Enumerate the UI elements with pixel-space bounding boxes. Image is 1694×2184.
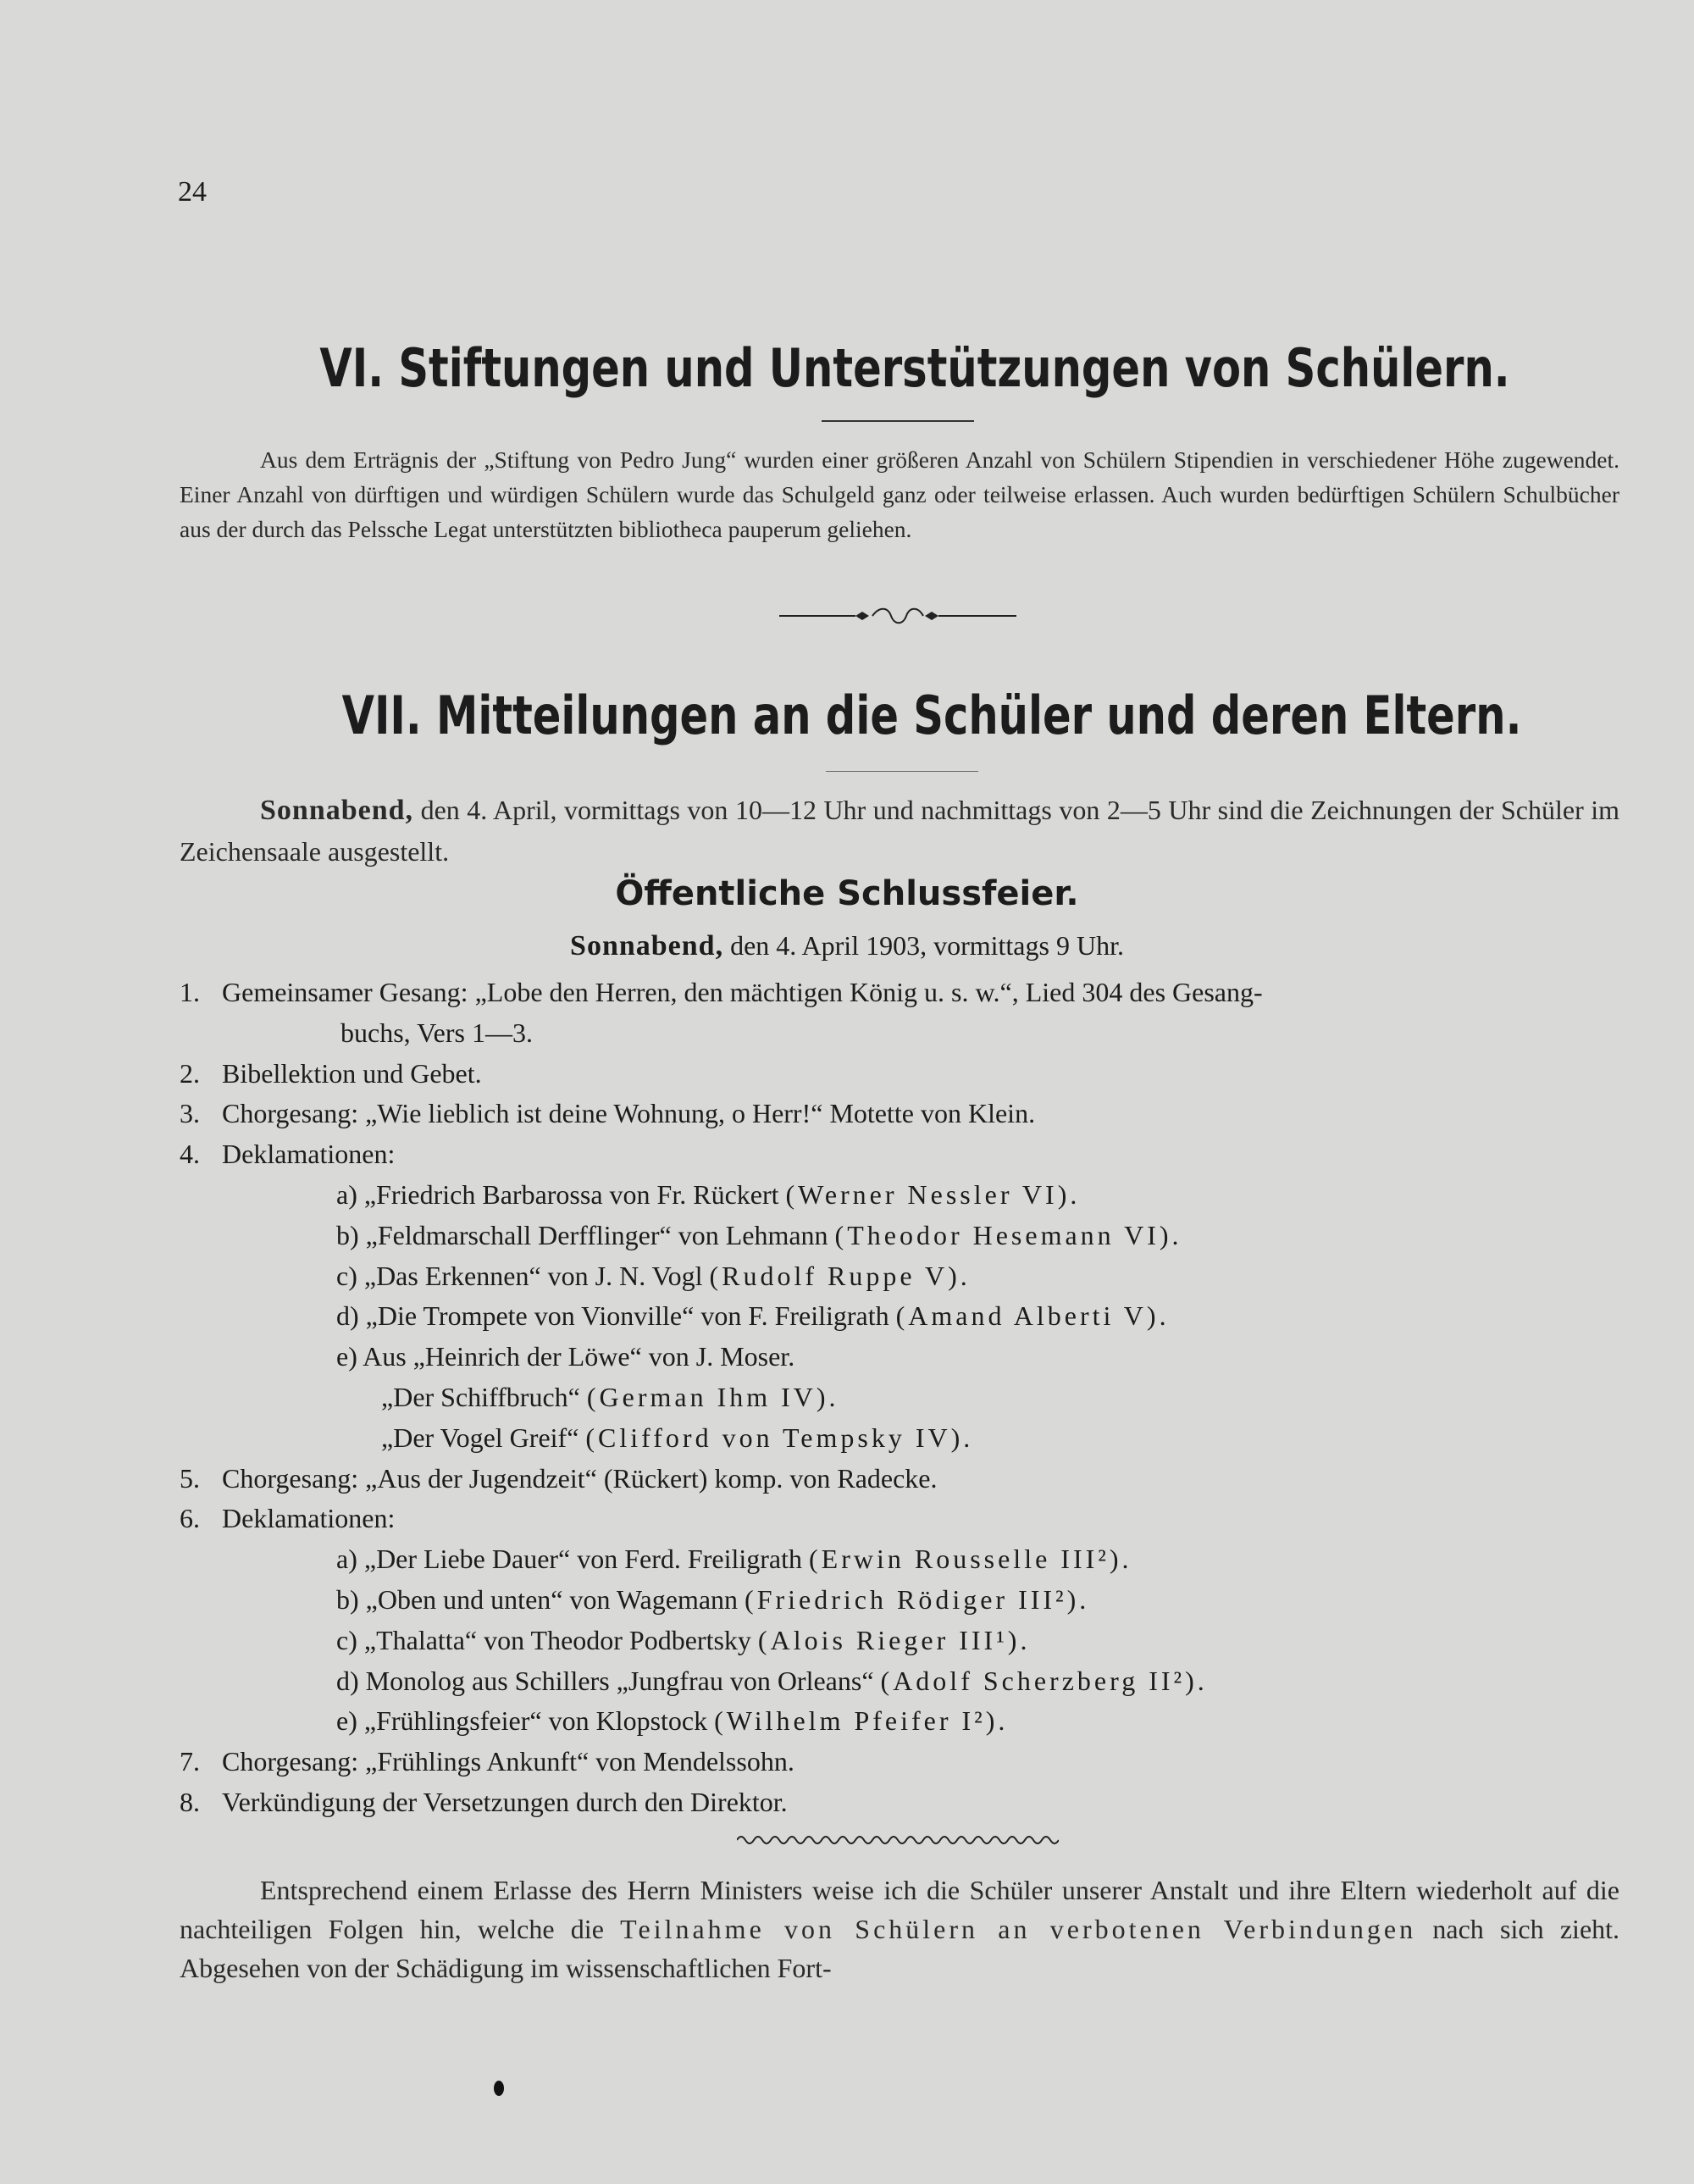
performer-name: (Erwin Rousselle III²). [808,1544,1132,1575]
exhibition-paragraph [180,790,1619,873]
exhibition-text: den 4. April, vormittags von 10—12 Uhr und nachmittags von 2—5 Uhr sind die Zeichnungen der Schüler im Zeichensaale ausgestellt. [180,795,1620,867]
item-number: 3. [180,1098,200,1129]
program-subitem [180,1216,1619,1256]
ceremony-day: Sonnabend, [570,930,724,962]
program-item [180,1094,1619,1134]
subitem-label: e) [336,1705,357,1737]
subitem-label: c) [336,1624,357,1655]
performer-name: (Werner Nessler VI). [785,1178,1081,1210]
item-number: 8. [180,1786,200,1817]
heading-rule [822,420,974,422]
program-item [180,1499,1619,1539]
subitem-text: „Das Erkennen“ von J. N. Vogl [363,1260,703,1291]
item-number: 4. [180,1139,200,1170]
closing-text-start: Entsprechend einem Erlasse des Herrn Ministers weise ich die Schüler unserer Anstalt und ihre Eltern wiederholt auf die nachteiligen Folgen hin, welche die [180,1875,1619,1944]
subitem-label: a) [336,1544,357,1575]
program-subitem [180,1539,1619,1580]
item-number: 7. [180,1746,200,1777]
performer-name: (Amand Alberti V). [895,1300,1170,1332]
item-text: Bibellektion und Gebet. [222,1057,482,1089]
item-text: Chorgesang: „Wie lieblich ist deine Wohnung, o Herr!“ Motette von Klein. [222,1098,1036,1129]
program-item-continuation: buchs, Vers 1—3. [340,1017,533,1048]
ceremony-date: den 4. April 1903, vormittags 9 Uhr. [730,930,1124,961]
performer-name: (Alois Rieger III¹). [757,1624,1031,1655]
item-text: Deklamationen: [222,1139,396,1170]
program-subitem [180,1418,1619,1459]
item-number: 2. [180,1057,200,1089]
ceremony-dateline [0,930,1694,962]
section-6-paragraph: Aus dem Erträgnis der „Stiftung von Pedro Jung“ wurden einer größeren Anzahl von Schülern Stipendien in verschiedener Höhe zugewendet. Einer Anzahl von dürftigen und würdigen Schülern wurde das Schulgeld ganz oder teilweise erlassen. Auch wurden bedürftigen Schülern Schulbücher aus der durch das Pelssche Legat unterstützten bibliotheca pauperum geliehen. [180,446,1619,542]
program-subitem [180,1661,1619,1702]
program-subitem [180,1337,1619,1377]
subitem-label: b) [336,1219,359,1250]
subitem-label: d) [336,1300,359,1332]
subitem-text: „Der Schiffbruch“ [381,1381,580,1412]
program-subitem [180,1621,1619,1661]
subitem-text: Aus „Heinrich der Löwe“ von J. Moser. [363,1341,795,1372]
program-item [180,1134,1619,1175]
section-6-heading: VI. Stiftungen und Unterstützungen von Schülern. [319,337,1510,399]
item-number: 6. [180,1503,200,1534]
section-7-heading: VII. Mitteilungen an die Schüler und deren Eltern. [341,685,1522,746]
closing-text-end: nach sich zieht. Abgesehen von der Schädigung im wissenschaftlichen Fort- [180,1914,1620,1983]
program-subitem [180,1701,1619,1742]
subitem-text: „Feldmarschall Derfflinger“ von Lehmann [365,1219,828,1250]
item-text: Deklamationen: [222,1503,396,1534]
ink-spot [494,2081,504,2096]
subitem-label: a) [336,1178,357,1210]
program-item [180,973,1619,1013]
subitem-label: b) [336,1583,359,1615]
page-number: 24 [178,176,207,208]
program-item [180,1782,1619,1823]
program-subitem [180,1377,1619,1418]
exhibition-day: Sonnabend, [260,795,414,826]
subitem-text: „Friedrich Barbarossa von Fr. Rückert [363,1178,779,1210]
closing-paragraph [180,1871,1619,1987]
subitem-label: c) [336,1260,357,1291]
subitem-text: „Oben und unten“ von Wagemann [365,1583,739,1615]
performer-name: (Wilhelm Pfeifer I²). [714,1705,1009,1737]
item-number: 1. [180,977,200,1007]
performer-name: (Theodor Hesemann VI). [834,1219,1182,1250]
item-text: Chorgesang: „Frühlings Ankunft“ von Mendelssohn. [222,1746,794,1777]
subitem-text: „Thalatta“ von Theodor Podbertsky [363,1624,751,1655]
ceremony-title: Öffentliche Schlussfeier. [615,874,1079,913]
item-text: Chorgesang: „Aus der Jugendzeit“ (Rückert) komp. von Radecke. [222,1462,938,1494]
program-item [180,1742,1619,1782]
item-text: Verkündigung der Versetzungen durch den Direktor. [222,1786,788,1817]
wavy-divider [737,1832,1059,1849]
program-item [180,1054,1619,1095]
closing-emphasis: Teilnahme von Schülern an verbotenen Verbindungen [620,1914,1417,1944]
program-subitem [180,1256,1619,1297]
performer-name: (Rudolf Ruppe V). [709,1260,971,1291]
item-text: Gemeinsamer Gesang: „Lobe den Herren, den mächtigen König u. s. w.“, Lied 304 des Gesang- [222,977,1263,1007]
subitem-label: e) [336,1341,357,1372]
subitem-text: „Frühlingsfeier“ von Klopstock [363,1705,708,1737]
subitem-text: „Der Liebe Dauer“ von Ferd. Freiligrath [363,1544,802,1575]
program-subitem [180,1580,1619,1621]
subitem-text: „Der Vogel Greif“ [381,1422,579,1453]
performer-name: (Friedrich Rödiger III²). [745,1583,1090,1615]
subitem-label: d) [336,1665,359,1696]
program-list [180,973,1619,1823]
performer-name: (Clifford von Tempsky IV). [585,1422,974,1453]
item-number: 5. [180,1462,200,1494]
heading-rule [826,771,978,772]
fleuron-divider [779,603,1016,629]
program-subitem [180,1296,1619,1337]
performer-name: (Adolf Scherzberg II²). [880,1665,1208,1696]
performer-name: (German Ihm IV). [586,1381,839,1412]
program-item [180,1459,1619,1499]
subitem-text: „Die Trompete von Vionville“ von F. Freiligrath [365,1300,889,1332]
program-subitem [180,1175,1619,1216]
subitem-text: Monolog aus Schillers „Jungfrau von Orleans“ [365,1665,874,1696]
